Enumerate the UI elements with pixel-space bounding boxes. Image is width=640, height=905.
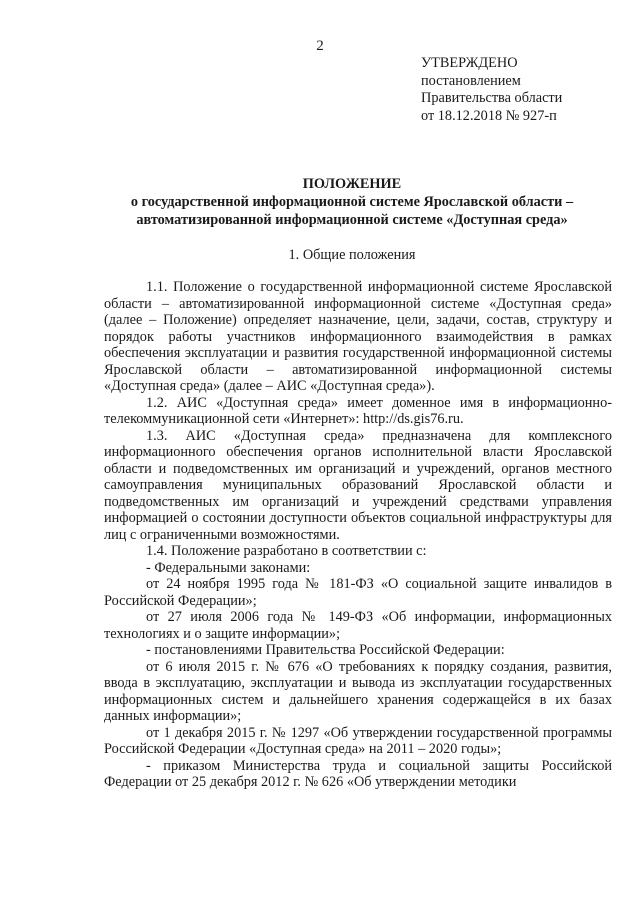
approval-line: Правительства области — [421, 90, 563, 106]
title-line: автоматизированной информационной системе «Доступная среда» — [136, 212, 568, 228]
page-number: 2 — [316, 38, 324, 54]
approval-line: постановлением — [421, 72, 521, 89]
paragraph: 1.4. Положение разработано в соответствии с: — [146, 543, 427, 559]
paragraph: от 24 ноября 1995 года № 181-ФЗ «О социальной защите инвалидов в Российской Федерации»; — [104, 576, 612, 609]
approval-line: УТВЕРЖДЕНО — [421, 55, 518, 71]
paragraph: - приказом Министерства труда и социальной защиты Российской Федерации от 25 декабря 2012 г. № 626 «Об утверждении методики — [104, 757, 612, 790]
section-heading: 1. Общие положения — [288, 247, 416, 263]
title-line: ПОЛОЖЕНИЕ — [302, 176, 402, 192]
paragraph: - Федеральными законами: — [146, 559, 311, 576]
paragraph: от 1 декабря 2015 г. № 1297 «Об утверждении государственной программы Российской Федерации «Доступная среда» на 2011 – 2020 годы»; — [104, 724, 612, 757]
paragraph: 1.1. Положение о государственной информационной системе Ярославской области – автоматизированной информационной системе «Доступная среда» (далее – Положение) определяет назначение, цели, задачи, состав, структуру и порядок работы участников информационного взаимодействия в рамках обеспечения эксплуатации и развития государственной информационной системы Ярославской области – автоматизированной информационной системы «Доступная среда» (далее – АИС «Доступная среда»). — [104, 279, 612, 394]
document-title — [78, 175, 626, 229]
paragraph: 1.2. АИС «Доступная среда» имеет доменное имя в информационно-телекоммуникационной сети «Интернет»: http://ds.gis76.ru. — [104, 394, 612, 427]
paragraph: от 27 июля 2006 года № 149-ФЗ «Об информации, информационных технологиях и о защите информации»; — [104, 609, 612, 642]
paragraph: 1.3. АИС «Доступная среда» предназначена для комплексного информационного обеспечения органов исполнительной власти Ярославской области и подведомственных им организаций и учреждений, органов местного самоуправления муниципальных образований Ярославской области и подведомственных им организаций и учреждений средствами управления информацией о состоянии доступности объектов социальной инфраструктуры для лиц с ограниченными возможностями. — [104, 427, 612, 543]
document-body — [104, 279, 612, 791]
paragraph: - постановлениями Правительства Российской Федерации: — [146, 642, 505, 658]
title-line: о государственной информационной системе Ярославской области – — [130, 194, 574, 210]
approval-line: от 18.12.2018 № 927-п — [421, 107, 557, 124]
approval-stamp — [421, 55, 562, 125]
paragraph: от 6 июля 2015 г. № 676 «О требованиях к порядку создания, развития, ввода в эксплуатацию, эксплуатации и вывода из эксплуатации государственных информационных систем и дальнейшего хранения содержащейся в их базах данных информации»; — [104, 658, 612, 724]
